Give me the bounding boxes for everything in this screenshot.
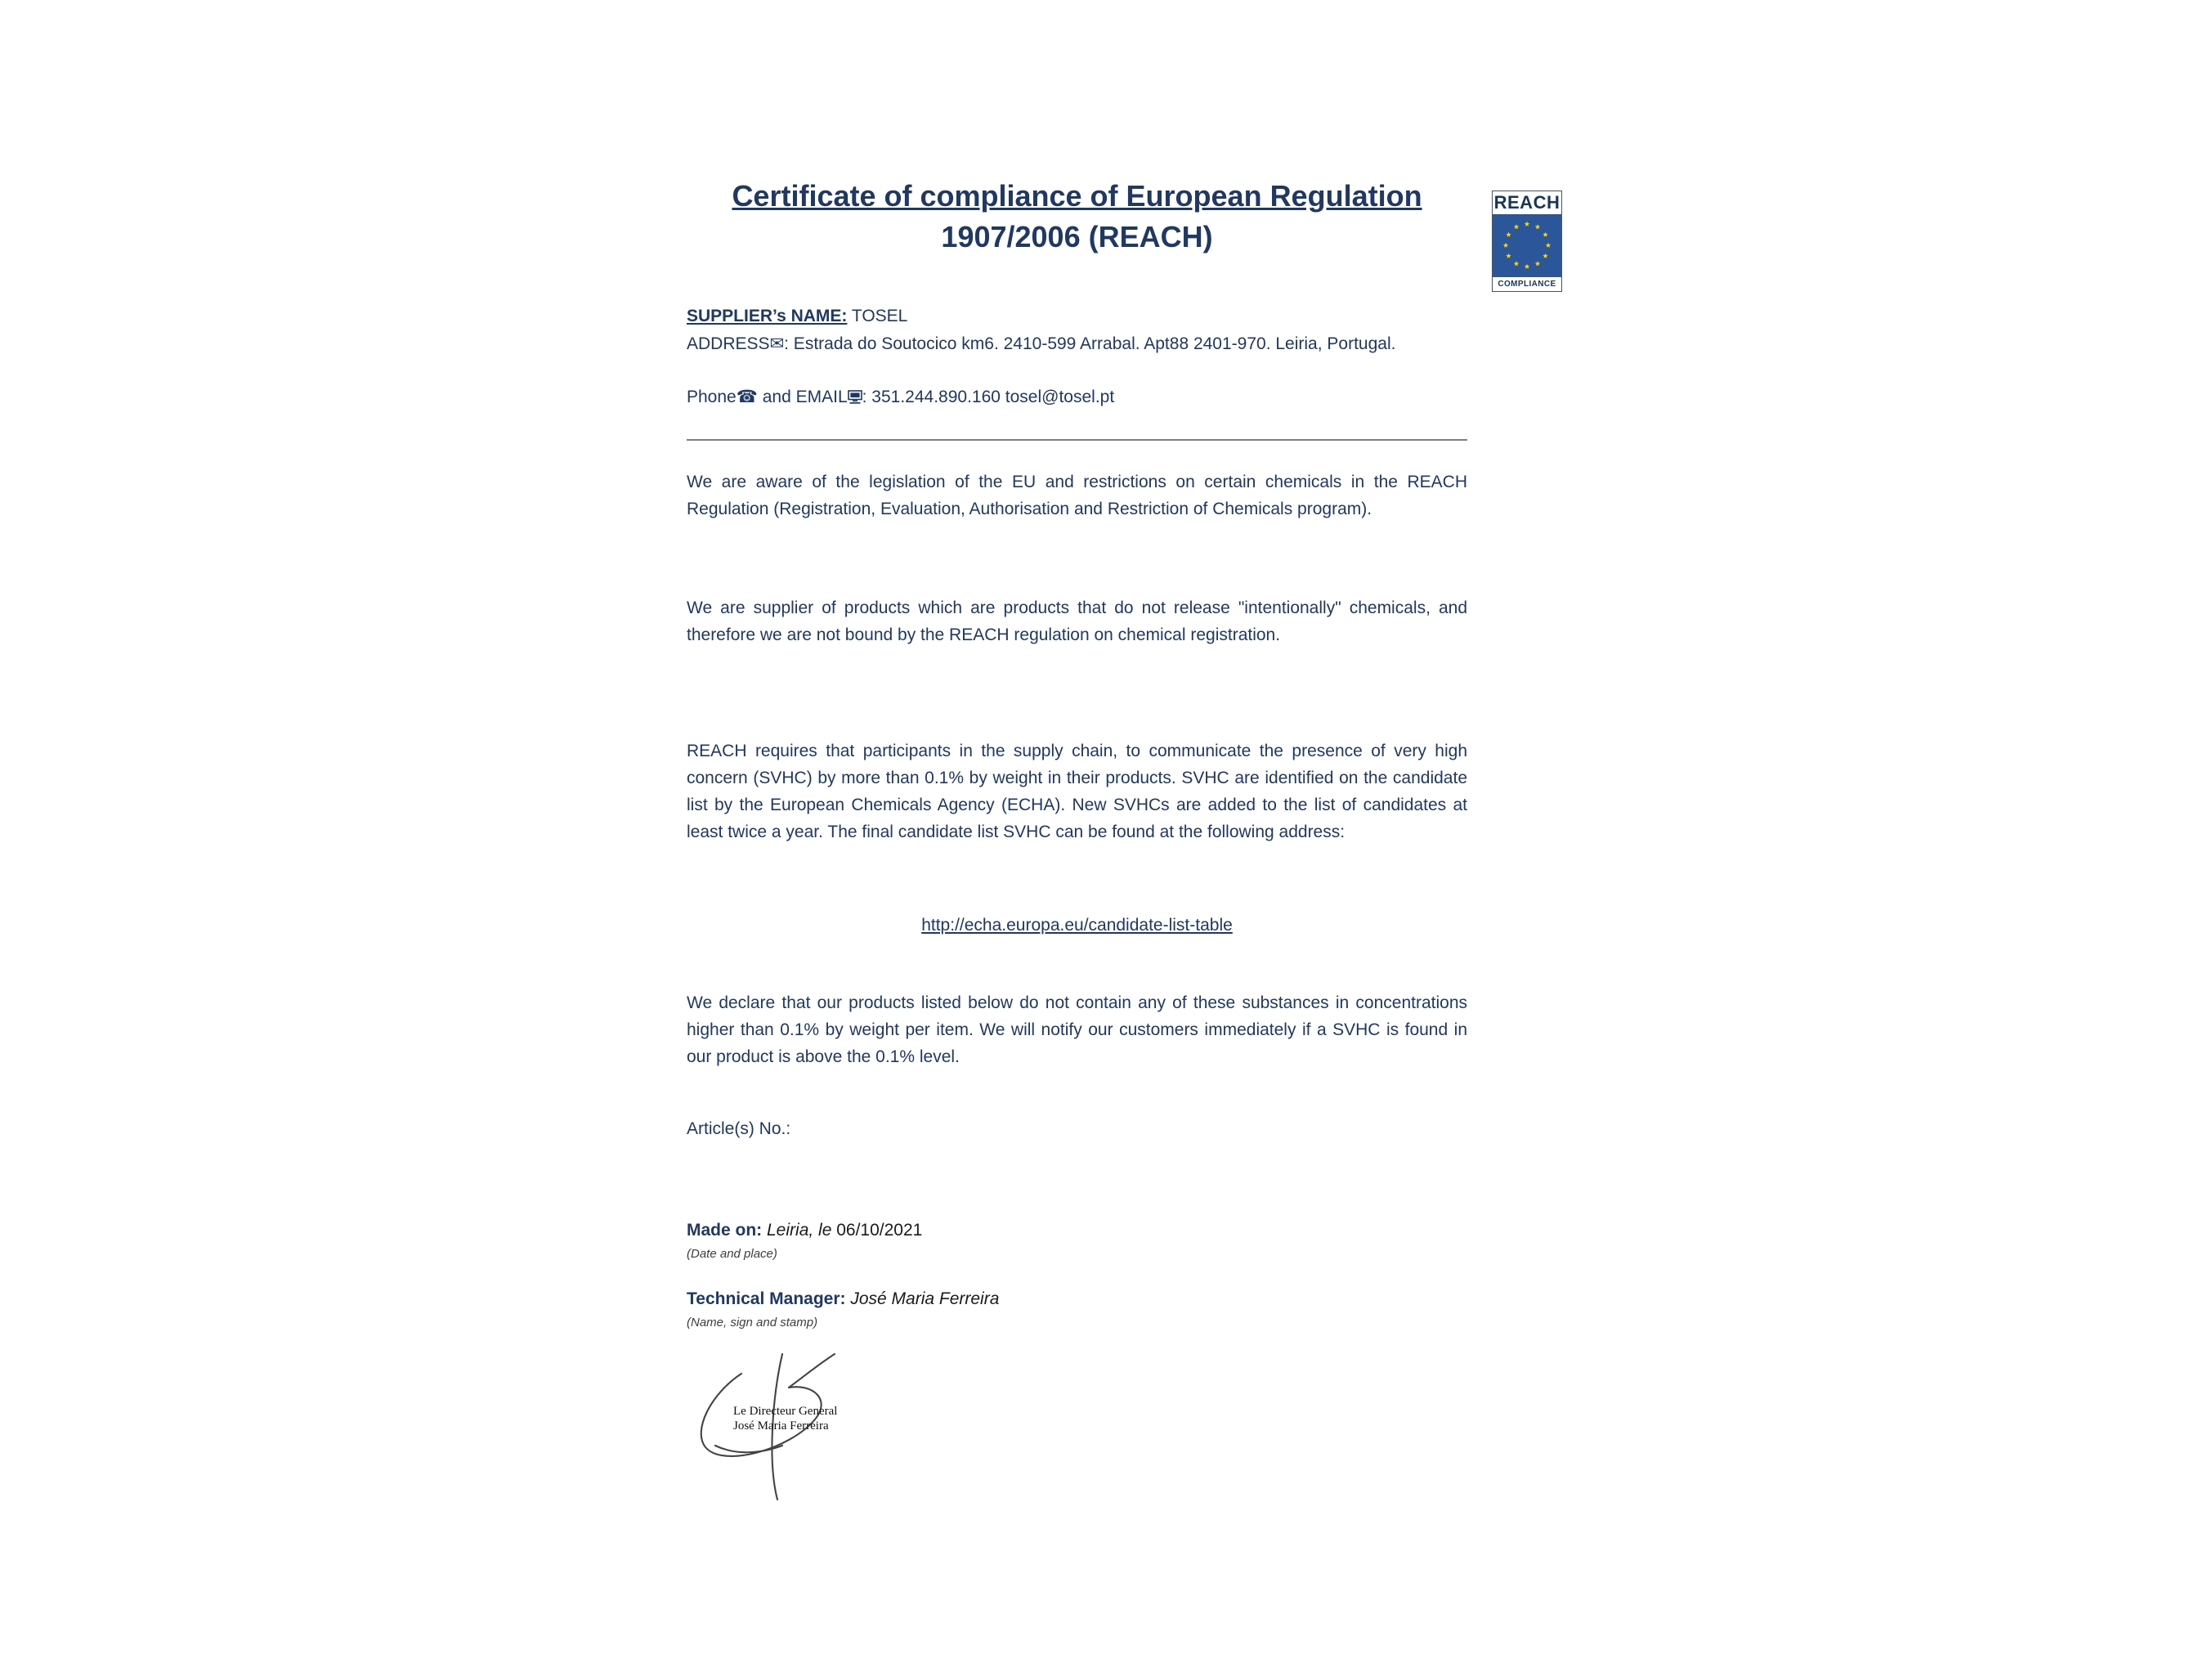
computer-icon: [848, 386, 862, 412]
date-place-note: (Date and place): [687, 1247, 777, 1261]
supplier-name-label: SUPPLIER’s NAME:: [687, 307, 848, 325]
made-on-label: Made on:: [687, 1221, 763, 1240]
address-line: [687, 330, 1467, 357]
name-sign-stamp-note: (Name, sign and stamp): [687, 1316, 818, 1329]
signature: [691, 1349, 871, 1504]
made-on-place: Leiria, le: [762, 1221, 837, 1240]
signature-text-line1: Le Directeur General: [733, 1405, 838, 1418]
envelope-icon: ✉: [769, 334, 785, 353]
paragraph-supplier-statement: We are supplier of products which are products that do not release "intentionally" chemicals, and therefore we are not bound by the REACH regulation on chemical registration.: [687, 599, 1467, 644]
phone-icon: ☎: [736, 387, 758, 406]
supplier-name-line: [687, 303, 1467, 330]
email-label: and EMAIL: [757, 388, 848, 406]
paragraph-awareness: We are aware of the legislation of the EU and restrictions on certain chemicals in the REACH Regulation (Registration, Evaluation, Authorisation and Restriction of Chemicals program).: [687, 473, 1467, 518]
phone-label: Phone: [687, 388, 737, 406]
signature-text-line2: José Maria Ferreira: [733, 1419, 829, 1433]
paragraph-reach-svhc: REACH requires that participants in the supply chain, to communicate the presence of very high concern (SVHC) by more than 0.1% by weight in their products. SVHC are identified on the candidate list by the European Chemicals Agency (ECHA). New SVHCs are added to the list of candidates at least twice a year. The final candidate list SVHC can be found at the following address:: [687, 742, 1467, 841]
technical-manager-line: [687, 1287, 1467, 1312]
made-on-line: [687, 1218, 1467, 1243]
logo-reach-text: REACH: [1493, 192, 1560, 213]
candidate-list-link-row: [687, 912, 1467, 939]
eu-stars-icon: [1493, 214, 1561, 276]
phone-line: [687, 383, 1467, 412]
logo-compliance-text: COMPLIANCE: [1493, 276, 1561, 291]
reach-compliance-logo: [1492, 191, 1562, 292]
supplier-name-value: TOSEL: [847, 307, 908, 325]
article-number-label: Article(s) No.:: [687, 1119, 791, 1138]
candidate-list-link[interactable]: http://echa.europa.eu/candidate-list-table: [921, 916, 1233, 935]
paragraph-declaration: We declare that our products listed below do not contain any of these substances in concentrations higher than 0.1% by weight per item. We will notify our customers immediately if a SVHC is found in our product is above the 0.1% level.: [687, 993, 1467, 1066]
page-title: [687, 176, 1467, 258]
address-label: ADDRESS: [687, 334, 770, 353]
contact-value: : 351.244.890.160 tosel@tosel.pt: [862, 388, 1115, 406]
title-line-2: 1907/2006 (REACH): [941, 220, 1213, 253]
section-divider: [687, 439, 1467, 441]
made-on-date: 06/10/2021: [836, 1221, 923, 1240]
technical-manager-label: Technical Manager:: [687, 1289, 846, 1308]
address-value: : Estrada do Soutocico km6. 2410-599 Arrabal. Apt88 2401-970. Leiria, Portugal.: [784, 334, 1396, 353]
title-line-1: Certificate of compliance of European Regulation: [732, 179, 1422, 213]
technical-manager-name: José Maria Ferreira: [845, 1289, 1000, 1308]
